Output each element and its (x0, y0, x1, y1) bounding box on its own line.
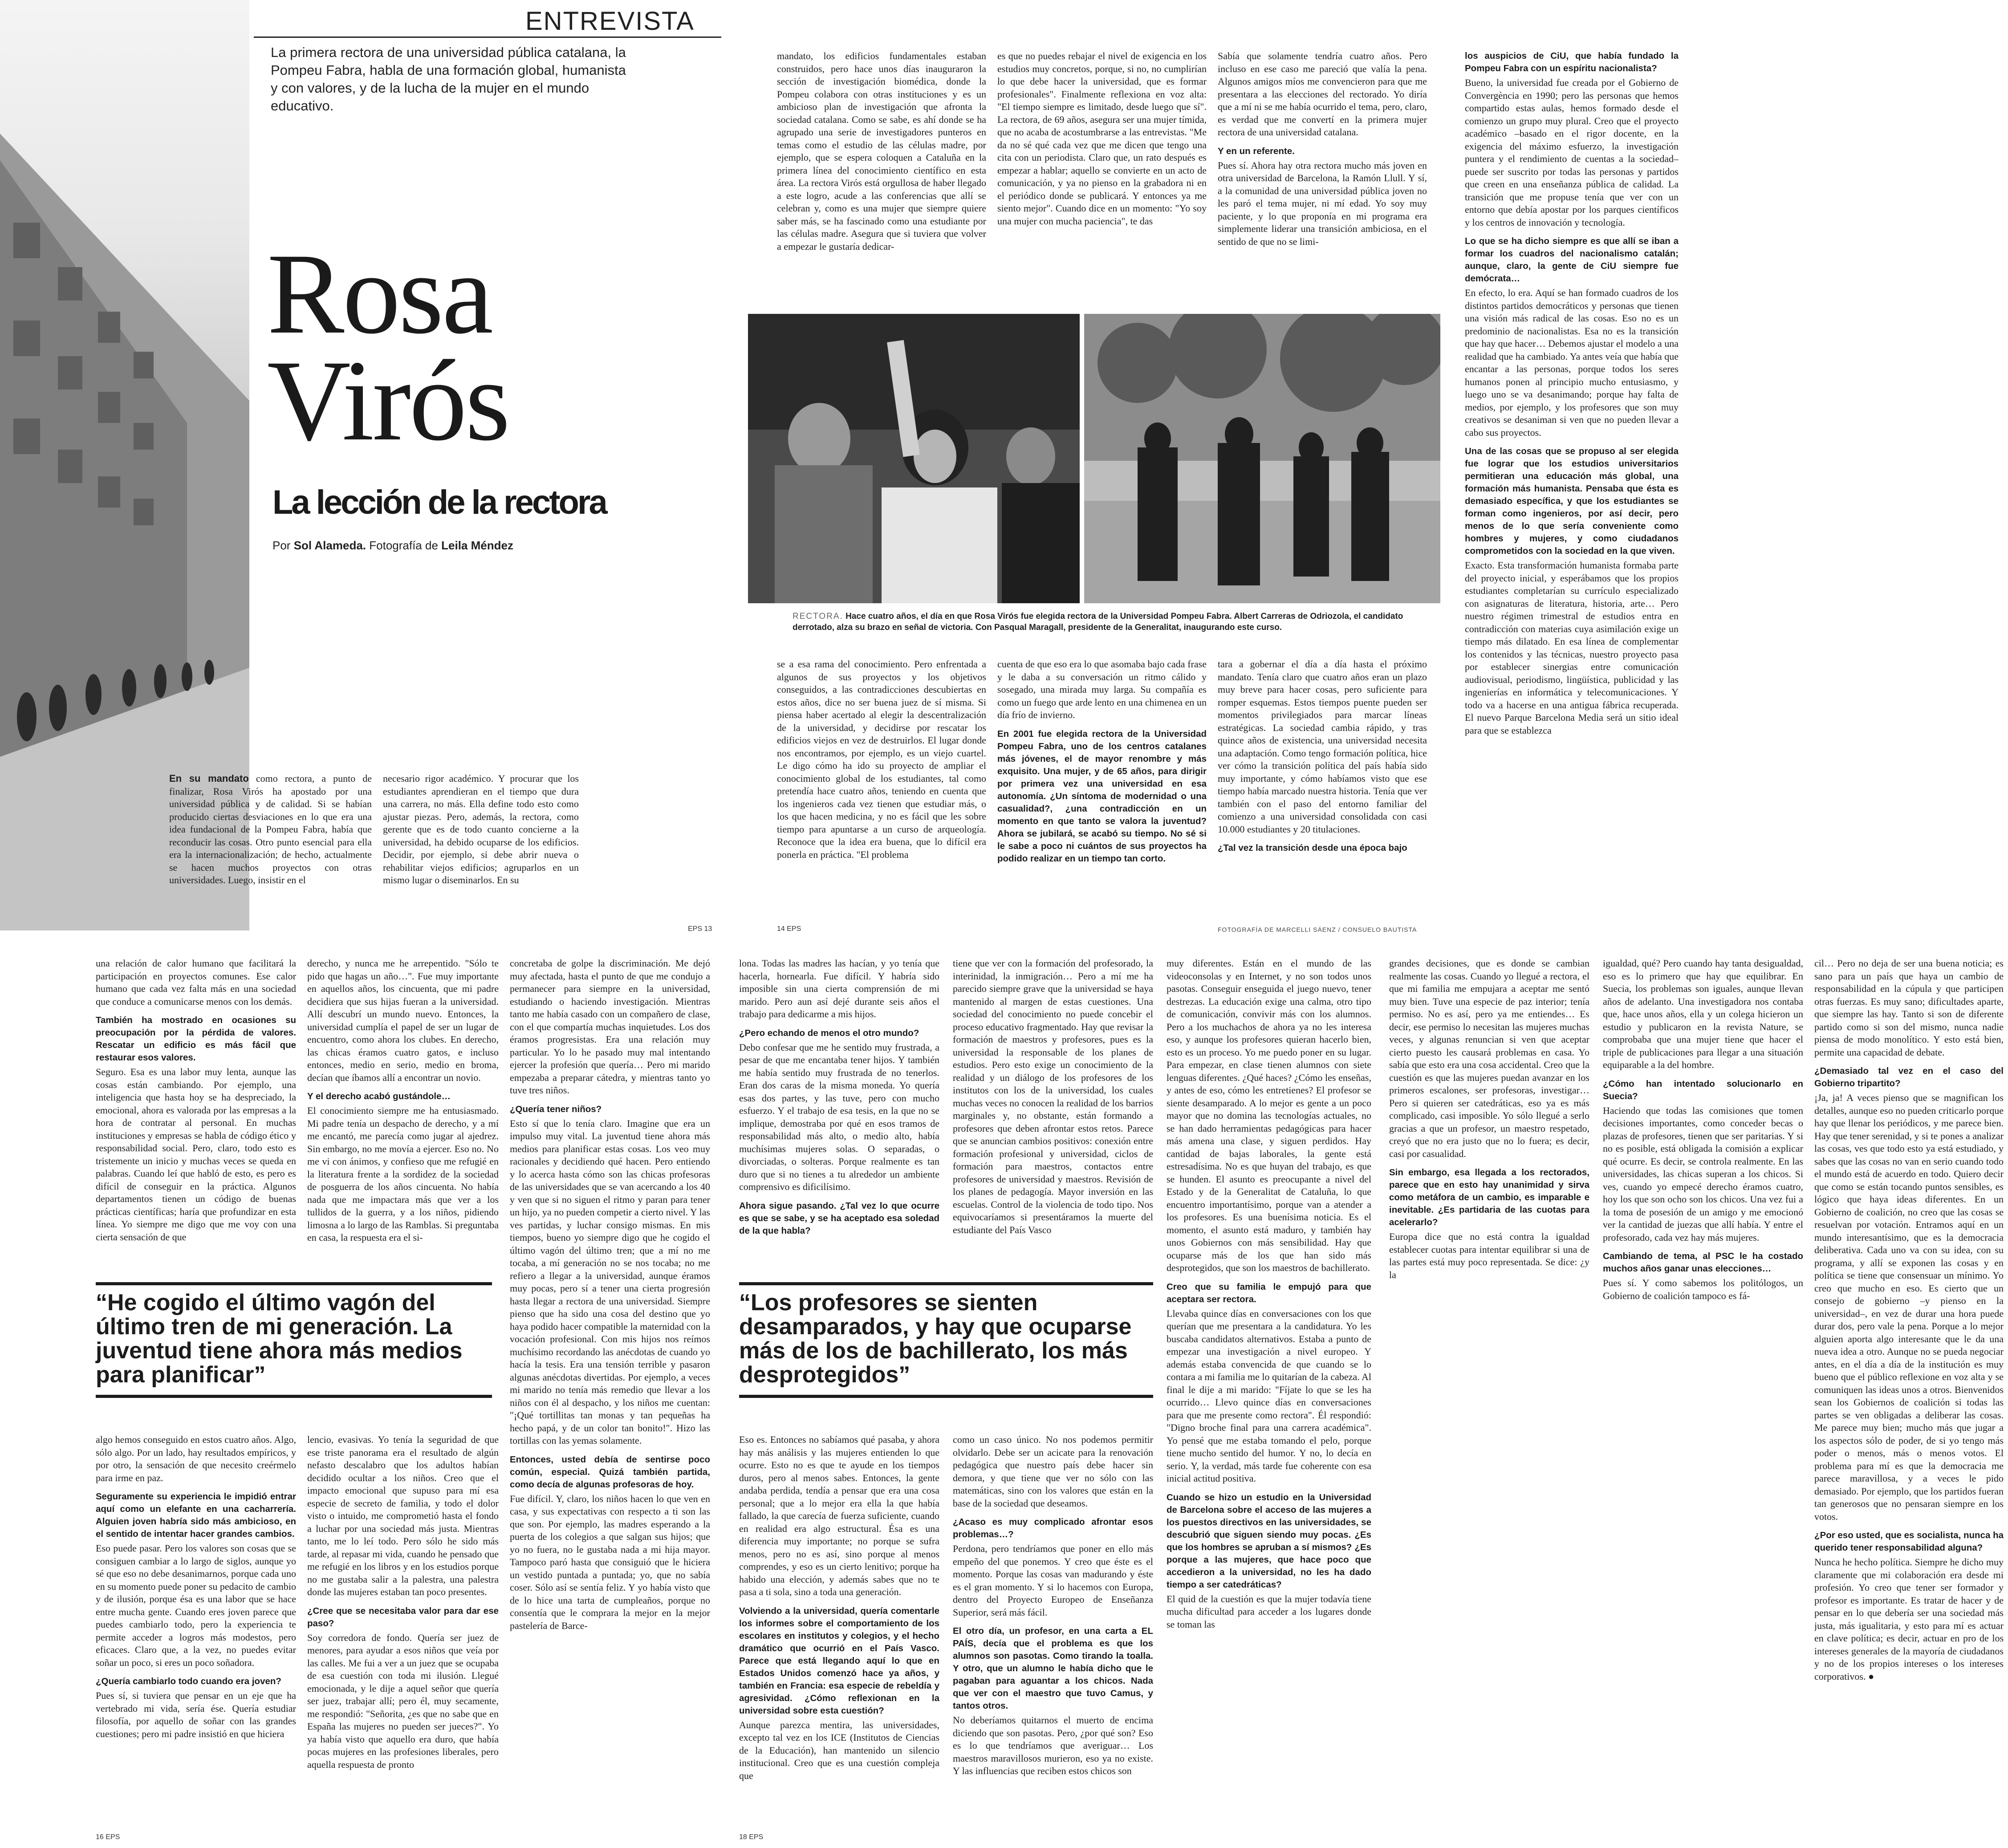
p2-top-col-2: es que no puedes rebajar el nivel de exigencia en los estudios muy concretos, porque, si no, no cumplirían lo que debe hacer la universidad, que es formar profesionales". Finalmente reflexiona en voz alta: "El tiempo siempre es limitado, desde luego que sí". La rectora, de 69 años, asegura ser una mujer tímida, que no acaba de acostumbrarse a las entrevistas. "Me da no sé qué cada vez que me dicen que tengo una cita con un periodista. Claro que, un rato después es empezar a hablar; aquello se convierte en un acto de comunicación, y ya no pienso en la grabadora ni en el periódico donde se publicará. Y entonces ya me siento mejor". Cuando dice en un momento: "Yo soy una mujer con mucha paciencia", te das (997, 50, 1207, 227)
p4-lower-col-2: como un caso único. No nos podemos permitir olvidarlo. Debe ser un acicate para la renovación pedagógica que nuestro país debe hacer sin demora, y que tiene que ver no sólo con las matemáticas, sino con los valores que están en la base de la sociedad que deseamos. ¿Acaso es muy complicado afrontar esos problemas…? Perdona, pero tendríamos que poner en ello más empeño del que ponemos. Y creo que éste es el momento. Porque las cosas van madurando y éste es el gran momento. Y si lo hacemos con Europa, dentro del Proyecto Europeo de Enseñanza Superior, será más fácil. El otro día, un profesor, en una carta a EL PAÍS, decía que el problema es que los alumnos son pasotas. Como tirando la toalla. Y otro, que un alumno le había dicho que le pagaban para aguantar a los chicos. Nada que ver con el maestro que tuvo Camus, y tantos otros. No deberíamos quitarnos el muerto de encima diciendo que son pasotas. Pero, ¿por qué son? Eso es lo que tendríamos que averiguar… Los maestros maravillosos murieron, eso ya no existe. Y las influencias que reciben estos chicos son (953, 1434, 1153, 1776)
p3-col-2: derecho, y nunca me he arrepentido. "Sólo te pido que hagas un año…". Fue muy importante en aquellos años, los cincuenta, que mi padre decidiera que sus hijas fueran a la universidad. Allí descubrí un mundo nuevo. Entonces, la universidad cumplía el papel de ser un lugar de encuentro, como ahora los clubes. En derecho, las chicas éramos cuatro gatos, e incluso entonces, medio en serio, medio en broma, decían que íbamos allí a encontrar un novio. Y el derecho acabó gustándole… El conocimiento siempre me ha entusiasmado. Mi padre tenía un despacho de derecho, y a mí me encantó, me parecía como jugar al ajedrez. Sin embargo, no me movía a ejercer. Eso no. No me vi con ánimos, y confieso que me refugié en la literatura frente a la sordidez de la sociedad de posguerra de los años cincuenta. No había nada que me impactara más que ver a los tullidos de la guerra, y a los niños, pidiendo limosna a lo largo de las Ramblas. Si preguntaba en casa, la respuesta era el si- (307, 958, 499, 1243)
folio-eps-13: EPS 13 (688, 925, 712, 933)
caption-label: RECTORA. (793, 612, 843, 621)
byline-author: Sol Alameda. (293, 539, 366, 552)
p2-right-col: los auspicios de CiU, que había fundado la Pompeu Fabra con un espíritu nacionalista? Bueno, la universidad fue creada por el Gobierno de Convergència en 1990; pero las personas que hemos compartido estas aulas, hemos formado desde el comienzo un grupo muy plural. Creo que el proyecto académico –basado en el rigor docente, en la exigencia del máximo esfuerzo, la investigación puntera y el rendimiento de cuentas a la sociedad– puede ser suscrito por todas las personas y partidos que creen en una enseñanza pública de calidad. La transición que me propuse tenía que ver con un entorno que debía apostar por los parques científicos y los centros de innovación y tecnología. Lo que se ha dicho siempre es que allí se iban a formar los cuadros del nacionalismo catalán; aunque, claro, la gente de CiU siempre fue demócrata… En efecto, lo era. Aquí se han formado cuadros de los distintos partidos democráticos y personas que tienen una visión más radical de las cosas. Eso no es un predominio de nacionalistas. Esa no es la transición que hay que hacer… Debemos ajustar el modelo a una realidad que ha cambiado. Ya antes veía que había que encantar a las personas, porque todos los seres humanos ponen al principio mucho entusiasmo, y luego uno se va desanimando; porque hay falta de medios, por ejemplo, y los profesores que son muy creativos se desaniman si ven que no pueden llevar a cabo sus proyectos. Una de las cosas que se propuso al ser elegida fue lograr que los estudios universitarios permitieran una educación más global, una formación más humanista. Pensaba que ésta es demasiado específica, y que los estudiantes se forman como ingenieros, por así decir, pero menos de lo que sería conveniente como hombres y mujeres, y como ciudadanos comprometidos con la sociedad en la que viven. Exacto. Esta transformación humanista formaba parte del proyecto inicial, y esperábamos que los propios estudiantes completarían su currículo especializado con asignaturas de literatura, historia, arte… Pero nuestro régimen trimestral de estudios entra en contradicción con materias cuya asimilación exige un tiempo más dilatado. En esa línea de complementar los contenidos y las técnicas, nuestro proyecto pasa por establecer sinergias entre comunicación audiovisual, periodismo, lingüística, publicidad y las ingenierías en informática y telecomunicaciones. Y todo va a hacerse en una antigua fábrica recuperada. El nuevo Parque Barcelona Media será un sitio ideal para que se establezca (1465, 51, 1679, 736)
section-rule (254, 37, 721, 38)
intro-lead: En su mandato (169, 773, 249, 784)
intro-column-1: En su mandato como rectora, a punto de finalizar, Rosa Virós ha apostado por una universidad pública y de calidad. Si se habían producido ciertas desviaciones en lo que era una idea fundacional de la Pompeu Fabra, había que reconducir las cosas. Otro punto esencial para ella era la internacionalización; de hecho, actualmente se hacen muchos proyectos con otras universidades. Luego, insistir en el (169, 773, 372, 885)
p4-col-5: igualdad, qué? Pero cuando hay tanta desigualdad, eso es lo primero que hay que equilibrar. En Suecia, los problemas son iguales, aunque llevan años de adelanto. Una investigadora nos contaba que, hace unos años, ella y un colega hicieron un estudio y publicaron en la revista Nature, se comprobaba que una mujer tiene que hacer el triple de publicaciones para llegar a una situación equiparable a la del hombre. ¿Cómo han intentado solucionarlo en Suecia? Haciendo que todas las comisiones que tomen decisiones importantes, como conceder becas o plazas de profesores, tienen que ser paritarias. Y si no es posible, está obligada la comisión a explicar qué ocurre. Es decir, se controla realmente. En las universidades, las chicas superan a los chicos. Si ves, cuando yo empecé derecho éramos cuatro, hoy los que son ocho son los chicos. Una vez fui a la toma de posesión de un amigo y me emocionó ver la cantidad de juezas que allí había. Y entre el profesorado, cada vez hay más mujeres. Cambiando de tema, al PSC le ha costado muchos años ganar unas elecciones… Pues sí. Y como sabemos los politólogos, un Gobierno de coalición tampoco es fá- (1603, 958, 1803, 1301)
title-first-name: Rosa (267, 230, 492, 358)
pull-quote-teachers: “Los profesores se sienten desamparados, y hay que ocuparse más de los de bachillerato, los más desprotegidos” (739, 1282, 1153, 1398)
standfirst: La primera rectora de una universidad pública catalana, la Pompeu Fabra, habla de una formación global, humanista y con valores, y de la lucha de la mujer en el mundo educativo. (271, 45, 626, 114)
photo-maragall-inauguration (1084, 314, 1440, 603)
p2-bottom-col-2: cuenta de que eso era lo que asomaba bajo cada frase y le daba a su conversación un ritmo cálido y sosegado, una mirada muy larga. Su compañía es como un fuego que arde lento en una chimenea en un día frío de invierno. En 2001 fue elegida rectora de la Universidad Pompeu Fabra, uno de los centros catalanes más jóvenes, el de mayor renombre y más exquisito. Una mujer, y de 65 años, para dirigir por primera vez una universidad en esa autonomía. ¿Un síntoma de modernidad o una casualidad?, ¿una contradicción en un momento en que tanto se valora la juventud? Ahora se jubilará, se acabó su tiempo. No sé si le sabe a poco ni cuántos de sus proyectos ha podido realizar en un tiempo tan corto. (997, 658, 1207, 864)
p3-col-3: concretaba de golpe la discriminación. Me dejó muy afectada, hasta el punto de que me condujo a permanecer para siempre en la universidad, estudiando o haciendo investigación. Mientras tanto me había casado con un compañero de clase, con el que compartía muchas inquietudes. Los dos éramos progresistas. Era una relación muy particular. Yo lo he pasado muy mal intentando ejercer la profesión que quería… Pero mi marido empezaba a preparar cátedra, y mientras tanto yo tuve tres niños. ¿Quería tener niños? Esto sí que lo tenía claro. Imagine que era un impulso muy vital. La juventud tiene ahora más medios para planificar estas cosas. Los veo muy racionales y decidiendo qué hacen. Pero entiendo y lo acerca hasta cómo son las chicas profesoras de las universidades que se van acercando a los 40 y ven que si no siguen el ritmo y paran para tener un hijo, ya no pueden competir a cierto nivel. Y las ves partidas, y luchar consigo mismas. En mis tiempos, bueno yo siempre digo que he cogido el último vagón del último tren; que a mí no me tocaba, a mí generación no se nos tocaba; no me refiero a llegar a la universidad, aunque éramos muy pocas, pero sí a tener una cierta progresión hasta llegar a rectora de una universidad. Siempre pienso que ha sido una cosa del destino que yo haya podido hacer compatible la maternidad con la vocación profesional. Con mis hijos nos reímos muchísimo recordando las anécdotas de cuando yo hacía la tesis. Era una tensión terrible y pasaron algunas anécdotas divertidas. Por ejemplo, a veces mi marido no tenía más remedio que llevar a los niños con él al despacho, y los niños me cuentan: "¡Qué tortillitas tan monas y tan pequeñas ha hecho papá, y de un color tan bonito!". Hizo las tortillas con las yemas solamente. Entonces, usted debía de sentirse poco común, especial. Quizá también partida, como decía de algunas profesoras de hoy. Fue difícil. Y, claro, los niños hacen lo que ven en casa, y sus expectativas con respecto a ti son las que son. Por ejemplo, las madres esperando a la puerta de los colegios a que salgan sus hijos; que yo no fuera, no le gustaba nada a mi hija mayor. Tampoco paró hasta que consiguió que le hiciera un vestido puntada a puntada; yo, que no sabía coser. Sólo así se sentía feliz. Y yo había visto que de lo hice una tarta de cumpleaños, porque no consentía que le comprara la mejor en la mejor pastelería de Barce- (510, 958, 710, 1631)
byline-photographer: Leila Méndez (441, 539, 513, 552)
photo-credit: FOTOGRAFÍA DE MARCELLI SÁENZ / CONSUELO BAUTISTA (1218, 926, 1417, 933)
celebration-photo-illustration (748, 314, 1080, 603)
p2-bottom-col-3: tara a gobernar el día a día hasta el próximo mandato. Tenía claro que cuatro años eran un plazo muy breve para hacer cosas, pero suficiente para romper esquemas. Estos tiempos puente pueden ser momentos privilegiados para marcar líneas estratégicas. La sociedad cambia rápido, y tras quince años de existencia, una universidad necesita una adaptación. Como tengo formación política, hice ver cómo la transición política del país había sido muy importante, y cómo habíamos visto que ese tiempo había marcado nuestra historia. Tenía que ver también con el paso del entorno familiar del comienzo a una universidad consolidada con casi 10.000 estudiantes y 20 titulaciones. ¿Tal vez la transición desde una época bajo (1218, 658, 1427, 853)
p2-top-col-1: mandato, los edificios fundamentales estaban construidos, pero hace unos días inauguraron la sección de investigación biomédica, donde la Pompeu colabora con otras instituciones y es un ambicioso plan de investigación que afronta la sociedad catalana. Como se sabe, es ahí donde se ha agrupado una serie de investigadores punteros en temas como el estudio de las células madre, por ejemplo, que se espera coloquen a Cataluña en la primera línea del conocimiento científico en esta área. La rectora Virós está orgullosa de haber llegado a este logro, acude a las conferencias que allí se celebran y, como es una mujer que siempre quiere saber más, se ha fascinado como una estudiante por las células madre. Asegura que si tuviera que volver a empezar le gustaría dedicar- (777, 50, 986, 252)
p4-col-4: grandes decisiones, que es donde se cambian realmente las cosas. Cuando yo llegué a rectora, el que mi familia me empujara a aceptar me sentó muy bien. Tuve una especie de paz interior; tenía permiso. No es así, pero ya me entiendes… Es decir, ese permiso lo necesitan las mujeres muchas veces, y algunas renuncian si ven que aceptar cierto puesto les causará problemas en casa. Yo sabía que esto era una cosa accidental. Creo que la cuestión es que las mujeres puedan avanzar en los primeros escalones, ser profesoras, investigar… Pero si quieren ser catedráticas, eso ya es más complicado, casi imposible. Yo sólo llegué a serlo gracias a que un profesor, un maestro respetado, creyó que no era justo que no lo fuera; es decir, casi por casualidad. Sin embargo, esa llegada a los rectorados, parece que en esto hay unanimidad y sirva como metáfora de un cambio, es imparable e inevitable. ¿Es partidaria de las cuotas para acelerarlo? Europa dice que no está contra la igualdad establecer cuotas para intentar equilibrar si una de las partes está muy poco representada. Se dice: ¿y la (1389, 958, 1589, 1280)
caption-text: Hace cuatro años, el día en que Rosa Virós fue elegida rectora de la Universidad Pompeu Fabra. Albert Carreras de Odriozola, el candidato derrotado, alza su brazo en señal de victoria. Con Pasqual Maragall, presidente de la Generalitat, inaugurando este curso. (793, 612, 1403, 632)
p2-bottom-col-1: se a esa rama del conocimiento. Pero enfrentada a algunos de sus proyectos y los objetivos conseguidos, a las contradicciones descubiertas en estos años, dice no ser buena juez de sí misma. Si piensa haber acertado al elegir la descentralización de la universidad, y decidirse por rescatar los edificios viejos en vez de destruirlos. El lugar donde nos encontramos, por ejemplo, es un viejo cuartel. Le digo cómo ha ido su proyecto de ampliar el conocimiento global de los estudiantes, tal como pretendía hace cuatro años, teniendo en cuenta que los ingenieros cada vez tienen que estudiar más, o los que hacen medicina, y no es fácil que les sobre tiempo para apuntarse a un curso de arqueología. Reconoce que la idea era buena, que lo difícil era ponerla en práctica. "El problema (777, 658, 986, 860)
byline: Por Sol Alameda. Fotografía de Leila Méndez (272, 539, 513, 552)
p2-top-col-3: Sabía que solamente tendría cuatro años. Pero incluso en ese caso me pareció que valía la pena. Algunos amigos míos me convencieron para que me presentara a las elecciones del rectorado. Yo diría que a mí ni se me había ocurrido el tema, pero, claro, es verdad que me convertí en la primera mujer rectora de una universidad catalana. Y en un referente. Pues sí. Ahora hay otra rectora mucho más joven en otra universidad de Barcelona, la Ramón Llull. Y sí, a la comunidad de una universidad pública joven no les paró el tema mujer, ni mí edad. Yo soy muy paciente, y lo que proponía en mi programa era simplemente liderar una transición ambiciosa, en el sentido de que no se limi- (1218, 50, 1427, 247)
p4-col-6: cil… Pero no deja de ser una buena noticia; es sano para un país que haya un cambio de responsabilidad en la cúpula y que participen otras fuerzas. Es muy sano; dificultades aparte, que siempre las hay. Tanto si son de diferente partido como si son del mismo, nunca nadie piensa de modo monolítico. Y esto está bien, permite una capacidad de debate. ¿Demasiado tal vez en el caso del Gobierno tripartito? ¡Ja, ja! A veces pienso que se magnifican los detalles, aunque eso no pueden criticarlo porque hay que llenar los periódicos, y me parece bien. Hay que tener serenidad, y si te pones a analizar las cosas, ves que todo esto ya está estudiado, y sabes que las cosas no van en serio cuando todo el mundo está de acuerdo en todo. Quiero decir que como se están tocando puntos sensibles, es lógico que haya ideas diferentes. En un Gobierno de coalición, no creo que las cosas se resuelvan por votación. Entramos aquí en un mundo interesantísimo, que es la democracia deliberativa. Cada uno va con su idea, con su programa, y allí se exponen las cosas y en política se tiene que consensuar un mínimo. Yo creo que mucho en eso. Es cierto que un consejo de gobierno –y pienso en la universidad–, en vez de durar una hora puede durar dos, pero vale la pena. Porque a lo mejor alguien aporta algo interesante que le da una nueva idea a otro. Aunque no se pueda negociar antes, en el día a día de la institución es muy bueno que el público reflexione en voz alta y se comuniquen las ideas unos a otros. Bienvenidos sean los Gobiernos de coalición si todas las partes se ven obligadas a deliberar las cosas. Me parece muy bien; mucho más que jugar a los aspectos sólo de poder, de si yo tengo más poder o menos, más o menos votos. El problema para mí es que la democracia me parece maravillosa, y a veces le pido demasiado. Por ejemplo, que los partidos fueran tan generosos que no pensaran siempre en los votos. ¿Por eso usted, que es socialista, nunca ha querido tener responsabilidad alguna? Nunca he hecho política. Siempre he dicho muy claramente que mi colaboración era desde mi profesión. Yo creo que tener ser formador y profesor es importante. Es tratar de hacer y de pensar en lo que debería ser una sociedad más justa, más igualitaria, y esto para mí es actuar en clave política; es decir, actuar en pro de los intereses generales de la mayoría de ciudadanos y no de los propios intereses o los intereses corporativos. ● (1814, 958, 2004, 1682)
photo-election-celebration (748, 314, 1080, 603)
pull-quote-generation: “He cogido el último vagón del último tren de mi generación. La juventud tiene ahora más medios para planificar” (96, 1282, 492, 1398)
title-subtitle: La lección de la rectora (272, 483, 606, 521)
p4-col-3: muy diferentes. Están en el mundo de las videoconsolas y en Internet, y no son todos unos pasotas. Conseguir enseguida el juego nuevo, tener destrezas. La educación exige una calma, otro tipo de comunicación, convivir más con los alumnos. Pero a los muchachos de ahora ya no les interesa eso, y aunque los profesores quieran hacerlo bien, esto es un proceso. Yo me puedo poner en su lugar. Para empezar, en clase tienen alumnos con siete lenguas diferentes. ¿Qué haces? ¿Cómo les enseñas, y antes de eso, cómo les entretienes? El profesor se siente desamparado. A lo mejor es gente a un poco mayor que no domina las tecnologías actuales, no se han dado herramientas pedagógicas para hacer más amena una clase, y siguen perdidos. Hay cantidad de bajas laborales, la gente está estresadísima. No es que huyan del trabajo, es que se hunden. El asunto es preocupante a nivel del Estado y de la Generalitat de Cataluña, lo que encuentro importantísimo, porque van a atender a los profesores. Es una buenísima noticia. Es el momento, el asunto está maduro, y también hay unos Gobiernos con más sensibilidad. Hay que ocuparse más de los que han sido más desprotegidos, que son los maestros de bachillerato. Creo que su familia le empujó para que aceptara ser rectora. Llevaba quince días en conversaciones con los que querían que me presentara a la candidatura. Yo les buscaba candidatos alternativos. Estaba a punto de empezar una investigación a nivel europeo. Y además estaba convencida de que cuando se lo contara a mi familia me lo quitarían de la cabeza. Al final le dije a mi marido: "Fíjate lo que se les ha ocurrido… Llevo quince días en conversaciones para que me presente como rectora". Él respondió: "Digno broche final para una carrera académica". Yo pensé que me estaba tomando el pelo, porque tiene mucho sentido del humor. Y no, lo decía en serio. Y, la verdad, más tarde fue coherente con esa inicial actitud positiva. Cuando se hizo un estudio en la Universidad de Barcelona sobre el acceso de las mujeres a los puestos directivos en las universidades, se descubrió que siguen siendo muy pocas. ¿Es que los hombres se apruban a sí mismos? ¿Es porque a las mujeres, que hace poco que accedieron a la universidad, no les ha dado tiempo a ser catedráticas? El quid de la cuestión es que la mujer todavía tiene mucha dificultad para acceder a los lugares donde se toman las (1167, 958, 1371, 1630)
p3-col-1: una relación de calor humano que facilitará la participación en proyectos comunes. Ese calor humano que cada vez falta más en una sociedad que conduce a comunicarse menos con los demás. También ha mostrado en ocasiones su preocupación por la pérdida de valores. Rescatar un edificio es más fácil que restaurar esos valores. Seguro. Esa es una labor muy lenta, aunque las cosas están cambiando. Por ejemplo, una inteligencia que hasta hoy se ha despreciado, la emocional, ahora es valorada por las empresas a la hora de contratar al personal. En muchas instituciones y empresas se habla de código ético y responsabilidad social. Pero, claro, todo esto es tristemente un inicio y muchas veces se queda en palabras. Cuando leí que habló de esto, es pero es difícil de conseguir en la práctica. Algunos departamentos tienen un código de buenas prácticas científicas; haría que profundizar en esta línea. Yo siempre me digo que me voy con una cierta sensación de que (96, 958, 296, 1243)
folio-18-eps: 18 EPS (739, 1833, 764, 1841)
p3-lower-col-2: lencio, evasivas. Yo tenía la seguridad de que ese triste panorama era el resultado de algún nefasto descalabro que los adultos habían decidido ocultar a los niños. Creo que el impacto emocional que supuso para mí esa especie de secreto de familia, y todo el dolor visto o intuido, me comprometió hasta el fondo a luchar por una sociedad más justa. Mientras tanto, me lo leí todo. Pero sólo he sido más tarde, al repasar mi vida, cuando he pensado que me refugié en los libros y en los estudios porque no me gustaba salir a la palestra, una palestra donde las mujeres estaban tan poco presentes. ¿Cree que se necesitaba valor para dar ese paso? Soy corredora de fondo. Quería ser juez de menores, para ayudar a esos niños que veía por las calles. Me fui a ver a un juez que se ocupaba de esa cuestión con toda mi ilusión. Llegué emocionada, y le dije a aquel señor que quería ser juez, trabajar allí; pero él, muy secamente, me respondió: "Señorita, ¿es que no sabe que en España las mujeres no pueden ser jueces?". Yo ya había visto que aquello era duro, que había pocas mujeres en las profesiones liberales, pero aquella respuesta de pronto (307, 1434, 499, 1770)
p3-lower-col-1: algo hemos conseguido en estos cuatro años. Algo, sólo algo. Por un lado, hay resultados empíricos, y por otro, la sensación de que necesito creérmelo para irme en paz. Seguramente su experiencia le impidió entrar aquí como un elefante en una cacharrería. Alguien joven habría sido más ambicioso, en el sentido de intentar hacer grandes cambios. Eso puede pasar. Pero los valores son cosas que se consiguen cambiar a lo largo de siglos, aunque yo sé que eso no debe desanimarnos, porque cada uno en su momento puede poner su pedacito de cambio y de ilusión, porque ésa es una labor que se hace entre mucha gente. Cuando eres joven parece que puedes cambiarlo todo, pero la experiencia te permite acceder a logros más modestos, pero eficaces. Claro que, a la vez, no puedes evitar soñar un poco, si eres un poco soñadora. ¿Quería cambiarlo todo cuando era joven? Pues sí, si tuviera que pensar en un eje que ha vertebrado mi vida, sería ése. Quería estudiar filosofía, por aquello de soñar con las grandes cuestiones; pero mi padre insistió en que hiciera (96, 1434, 296, 1739)
title-last-name: Virós (267, 337, 509, 465)
inauguration-photo-illustration (1084, 314, 1440, 603)
photo-caption (793, 611, 1434, 633)
p4-lower-col-1: Eso es. Entonces no sabíamos qué pasaba, y ahora hay más análisis y las mujeres entienden lo que ocurre. Esto no es que te ayude en los tiempos duros, pero al menos sabes. Entonces, la gente andaba perdida, tendía a pensar que era una cosa personal; que a lo mejor era ella la que había fallado, la que carecía de fuerza suficiente, cuando en realidad era algo estructural. Ésa es una diferencia muy importante; no porque se sufra menos, pero no es así, sino porque al menos comprendes, y eso es un cierto lenitivo; porque ha habido una elección, y además sabes que no te pasa a ti sola, sino a toda una generación. Volviendo a la universidad, quería comentarle los informes sobre el comportamiento de los escolares en institutos y colegios, y el hecho dramático que ocurrió en el País Vasco. Parece que está llegando aquí lo que en Estados Unidos comenzó hace ya años, y también en Francia: esa especie de rebeldía y agresividad. ¿Cómo reflexionan en la universidad sobre esta cuestión? Aunque parezca mentira, las universidades, excepto tal vez en los ICE (Institutos de Ciencias de la Educación), han mantenido un silencio institucional. Creo que es una cuestión compleja que (739, 1434, 939, 1781)
folio-16-eps: 16 EPS (96, 1833, 120, 1841)
section-label: ENTREVISTA (525, 7, 695, 36)
p4-col-2: tiene que ver con la formación del profesorado, la interinidad, la inmigración… Pero a mí me ha parecido siempre grave que la universidad se haya mantenido al margen de estas cuestiones. Una sociedad del conocimiento no puede concebir el proceso educativo fragmentado. Hay que revisar la formación de maestros y profesores, pues es la universidad la responsable de los planes de estudios. Pero esto exige un conocimiento de la realidad y un diálogo de los profesores de los institutos con los de la universidad, los cuales muchas veces no conocen la realidad de los barrios marginales y, no obstante, están formando a profesores que deben afrontar estos retos. Parece que se anuncian cambios positivos: conexión entre formación profesional y universidad, ciclos de formación para maestros, contactos entre profesores de universidad y maestros. Revisión de los planes de pedagogía. Mayor inversión en las escuelas. Control de la violencia de todo tipo. Nos equivocaríamos si presentáramos la muerte del estudiante del País Vasco (953, 958, 1153, 1235)
intro-column-2: necesario rigor académico. Y procurar que los estudiantes aprendieran en el tiempo que dura una carrera, no más. Ella define todo esto como ajustar piezas. Pero, además, la rectora, como gerente que es de todo cuanto concierne a la universidad, ha debido ocuparse de los edificios. Decidir, por ejemplo, si debe abrir nueva o rehabilitar viejos edificios; agruparlos en un mismo lugar o diseminarlos. En su (383, 773, 579, 885)
folio-14-eps: 14 EPS (777, 925, 801, 933)
p4-col-1: lona. Todas las madres las hacían, y yo tenía que hacerla, hornearla. Fue difícil. Y habría sido imposible sin una cierta comprensión de mi marido. Pero aun así dejé durante seis años el trabajo para dedicarme a mis hijos. ¿Pero echando de menos el otro mundo? Debo confesar que me he sentido muy frustrada, a pesar de que me encantaba tener hijos. Y también me había sentido muy frustrada de no tenerlos. Eran dos caras de la misma moneda. Yo quería esas dos partes, y las tuve, pero con mucho esfuerzo. Y el trabajo de esa tesis, en la que no se implique, demostraba por qué en esos tramos de responsabilidad más alto, o medio alto, había muchísimas mujeres solas. O separadas, o divorciadas, o solteras. Porque realmente es tan duro que si no tienes a tu alrededor un ambiente comprensivo es dificilísimo. Ahora sigue pasando. ¿Tal vez lo que ocurre es que se sabe, y se ha aceptado esa soledad de la que habla? (739, 958, 939, 1236)
